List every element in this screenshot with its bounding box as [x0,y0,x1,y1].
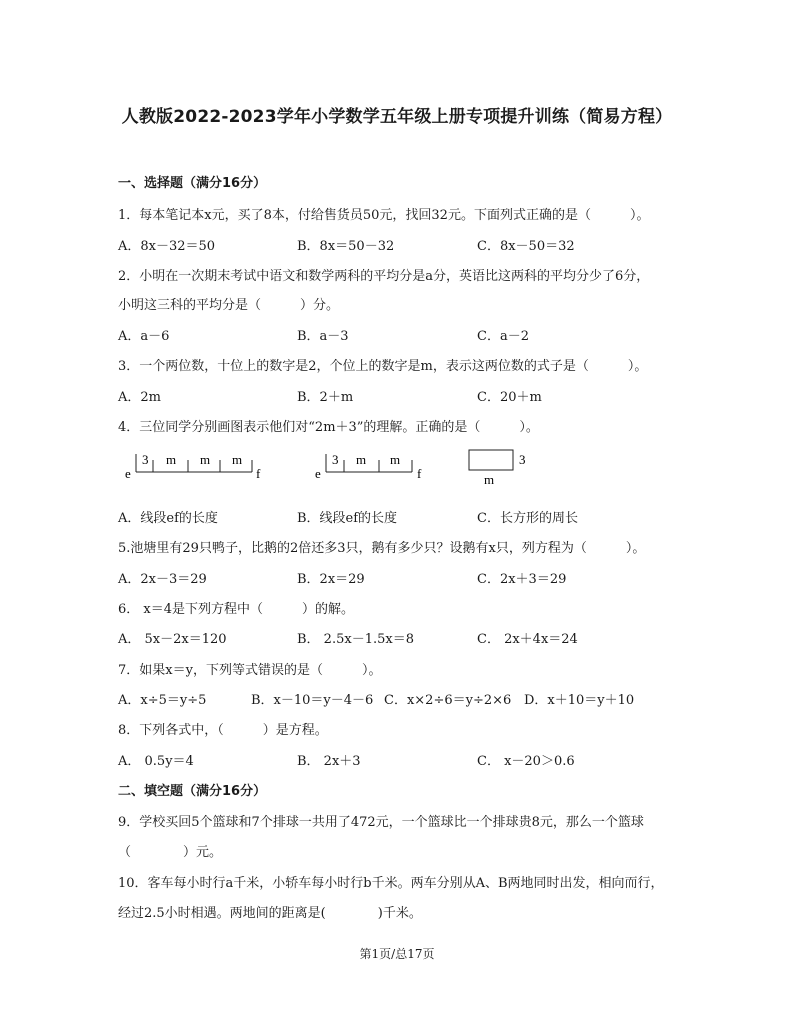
question-3-stem: 3．一个两位数，十位上的数字是2，个位上的数字是m，表示这两位数的式子是（ ）。 [118,359,648,374]
figure-b-label-m1: m [356,452,367,467]
figure-c-rectangle [469,450,526,487]
question-7-option-c: C．x×2÷6＝y÷2×6 [384,693,512,708]
question-5-stem: 5.池塘里有29只鸭子，比鹅的2倍还多3只，鹅有多少只？设鹅有x只，列方程为（ ）。 [118,541,646,556]
figure-a-label-e: e [125,466,131,481]
question-9-stem-line1: 9．学校买回5个篮球和7个排球一共用了472元，一个篮球比一个排球贵8元，那么一个篮球 [118,815,644,830]
question-6-option-c: C． 2x＋4x＝24 [477,632,578,647]
question-1-option-c: C．8x－50＝32 [477,239,575,254]
figure-a-label-m2: m [200,452,211,467]
question-8-option-b: B． 2x＋3 [297,754,361,769]
question-1-option-b: B．8x＝50－32 [297,239,395,254]
question-3-option-a: A．2m [118,390,161,405]
question-10-stem-line1: 10．客车每小时行a千米，小轿车每小时行b千米。两车分别从A、B两地同时出发，相向而行， [118,876,664,891]
figure-c-label-3: 3 [519,452,526,467]
figure-b-label-m2: m [390,452,401,467]
question-3-option-b: B．2＋m [297,390,354,405]
question-4-option-a: A．线段ef的长度 [118,511,218,526]
question-5-option-a: A．2x－3＝29 [118,572,207,587]
question-7-option-b: B．x－10＝y－4－6 [251,693,374,708]
question-2-option-b: B．a－3 [297,329,349,344]
figure-b-segment [315,452,422,481]
question-5-option-c: C．2x＋3＝29 [477,572,567,587]
question-2-option-a: A．a－6 [118,329,170,344]
question-3-option-c: C．20＋m [477,390,542,405]
question-2-option-c: C．a－2 [477,329,529,344]
figure-a-label-m1: m [166,452,177,467]
page-footer: 第1页/总17页 [359,947,435,961]
question-1-option-a: A．8x－32＝50 [118,239,216,254]
question-4-stem: 4．三位同学分别画图表示他们对“2m＋3”的理解。正确的是（ ）。 [118,420,539,435]
question-4-option-c: C．长方形的周长 [477,511,578,526]
question-7-option-d: D．x＋10＝y＋10 [524,693,635,708]
question-5-option-b: B．2x＝29 [297,572,365,587]
figure-b-label-3: 3 [332,452,339,467]
figure-a-label-3: 3 [142,452,149,467]
document-title: 人教版2022-2023学年小学数学五年级上册专项提升训练（简易方程） [121,107,673,127]
question-4-option-b: B．线段ef的长度 [297,511,398,526]
question-8-option-c: C． x－20＞0.6 [477,754,575,769]
section-heading-fill: 二、填空题（满分16分） [118,784,267,799]
figure-a-segment [125,452,261,481]
figure-b-label-f: f [417,466,422,481]
figure-c-label-m: m [484,472,495,487]
question-1-stem: 1．每本笔记本x元，买了8本，付给售货员50元，找回32元。下面列式正确的是（ ）。 [118,208,650,223]
figure-a-label-f: f [256,466,261,481]
question-7-option-a: A．x÷5＝y÷5 [118,693,207,708]
question-6-option-b: B． 2.5x－1.5x＝8 [297,632,414,647]
question-2-stem-line2: 小明这三科的平均分是（ ）分。 [118,298,340,313]
figure-a-label-m3: m [232,452,243,467]
figure-b-label-e: e [315,466,321,481]
question-4-figures [118,446,538,491]
question-10-stem-line2: 经过2.5小时相遇。两地间的距离是( )千米。 [118,906,422,921]
question-7-stem: 7．如果x＝y，下列等式错误的是（ ）。 [118,663,382,678]
question-6-option-a: A． 5x－2x＝120 [118,632,227,647]
question-2-stem-line1: 2．小明在一次期末考试中语文和数学两科的平均分是a分，英语比这两科的平均分少了6分， [118,269,650,284]
question-6-stem: 6． x＝4是下列方程中（ ）的解。 [118,602,355,617]
section-heading-choice: 一、选择题（满分16分） [118,176,267,191]
question-8-stem: 8．下列各式中，（ ）是方程。 [118,723,328,738]
question-9-stem-line2: （ ）元。 [118,845,223,860]
question-8-option-a: A． 0.5y＝4 [118,754,194,769]
